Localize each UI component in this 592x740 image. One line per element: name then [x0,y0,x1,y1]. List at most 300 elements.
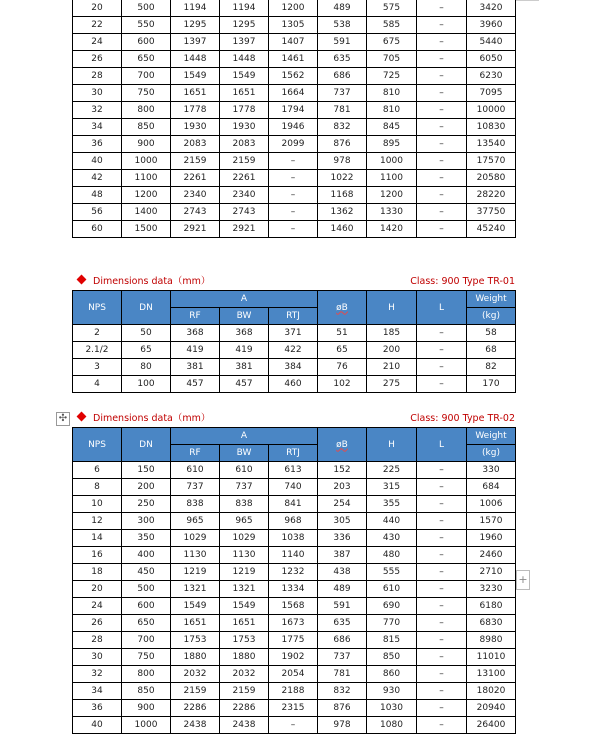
table-cell: 838 [171,496,220,513]
table-row [73,615,516,632]
table-cell: 930 [367,683,417,700]
table-cell: 1022 [318,170,367,187]
table-row [73,598,516,615]
table-cell: 700 [122,632,171,649]
table-cell: – [417,153,467,170]
table-cell: – [417,513,467,530]
table-cell: 2921 [220,221,269,238]
section-title-tr01 [78,275,515,289]
table-cell: 2460 [467,547,516,564]
table-cell: 1775 [269,632,318,649]
table-cell: 1673 [269,615,318,632]
table-cell: 610 [367,581,417,598]
table-cell: 450 [122,564,171,581]
table-cell: 1570 [467,513,516,530]
table-cell: 1664 [269,85,318,102]
table-cell: 737 [220,479,269,496]
table-cell: 37750 [467,204,516,221]
table-cell: 381 [171,359,220,376]
table-cell: – [417,564,467,581]
table-cell: 18020 [467,683,516,700]
header-a: A [171,428,318,445]
table-cell: 810 [367,102,417,119]
table-cell: 275 [367,376,417,393]
header-bw: BW [220,308,269,325]
table-cell: 26400 [467,717,516,734]
table-cell: 1500 [122,221,171,238]
table-row [73,496,516,513]
table-cell: 1880 [220,649,269,666]
dimensions-table-continued [72,0,516,238]
table-cell: 30 [73,85,122,102]
table-cell: 36 [73,136,122,153]
table-cell: 76 [318,359,367,376]
table-cell: 1219 [171,564,220,581]
table-cell: 2261 [220,170,269,187]
table-cell: 42 [73,170,122,187]
table-cell: 1029 [220,530,269,547]
table-cell: – [417,119,467,136]
table-row [73,479,516,496]
table-cell: 250 [122,496,171,513]
table-cell: – [269,170,318,187]
table-cell: 965 [220,513,269,530]
table-cell: – [417,17,467,34]
header-ob-text: øB [336,302,348,313]
header-rtj: RTJ [269,308,318,325]
table-cell: 1194 [171,0,220,17]
table-cell: 1168 [318,187,367,204]
table-cell: 8980 [467,632,516,649]
table-cell: 4 [73,376,122,393]
table-cell: 650 [122,615,171,632]
table-cell: 6830 [467,615,516,632]
table-cell: 28220 [467,187,516,204]
table-cell: 26 [73,51,122,68]
table-cell: 1362 [318,204,367,221]
table-cell: 13540 [467,136,516,153]
table-cell: 850 [122,683,171,700]
table-cell: 900 [122,136,171,153]
add-row-button[interactable]: + [516,570,530,590]
table-cell: 832 [318,119,367,136]
table-cell: 24 [73,34,122,51]
table-cell: 371 [269,325,318,342]
table-cell: 1334 [269,581,318,598]
header-dn: DN [122,291,171,325]
header-ob [318,291,367,325]
table-cell: 1562 [269,68,318,85]
table-cell: 1880 [171,649,220,666]
table-cell: 254 [318,496,367,513]
header-rf: RF [171,445,220,462]
table-cell: 737 [171,479,220,496]
table-cell: 1140 [269,547,318,564]
table-cell: 1420 [367,221,417,238]
table-cell: – [417,342,467,359]
table-cell: 5440 [467,34,516,51]
page-edge-line [515,0,539,1]
table-cell: 781 [318,666,367,683]
table-row [73,51,516,68]
table-row [73,170,516,187]
table-cell: 185 [367,325,417,342]
table-cell: 34 [73,119,122,136]
table-cell: 978 [318,717,367,734]
table-cell: 400 [122,547,171,564]
table-cell: 800 [122,102,171,119]
table-cell: 32 [73,666,122,683]
table-row [73,85,516,102]
table-cell: 705 [367,51,417,68]
table-cell: 2159 [220,153,269,170]
table-cell: 2099 [269,136,318,153]
table-cell: 876 [318,136,367,153]
table-cell: 1295 [171,17,220,34]
table-cell: – [269,204,318,221]
table-row [73,204,516,221]
table-cell: 2261 [171,170,220,187]
table-cell: 2315 [269,700,318,717]
table-cell: 1407 [269,34,318,51]
table-row [73,717,516,734]
table-cell: – [417,581,467,598]
table-cell: 750 [122,649,171,666]
table-cell: 10 [73,496,122,513]
table-cell: 315 [367,479,417,496]
table-cell: – [417,632,467,649]
table-cell: 845 [367,119,417,136]
table-row [73,17,516,34]
header-weight-unit: (kg) [467,445,516,462]
header-ob-text: øB [336,439,348,450]
header-weight: Weight [467,291,516,308]
table-cell: 22 [73,17,122,34]
table-cell: 368 [171,325,220,342]
table-cell: 48 [73,187,122,204]
table-cell: 11010 [467,649,516,666]
table-cell: 102 [318,376,367,393]
table-cell: 1330 [367,204,417,221]
header-rtj: RTJ [269,445,318,462]
table-cell: – [417,204,467,221]
table-row [73,547,516,564]
table-cell: 2032 [220,666,269,683]
table-cell: 355 [367,496,417,513]
table-cell: – [417,649,467,666]
table-cell: 440 [367,513,417,530]
table-cell: 422 [269,342,318,359]
table-cell: 800 [122,666,171,683]
table-cell: 45240 [467,221,516,238]
table-cell: – [269,153,318,170]
table-cell: 585 [367,17,417,34]
section-title-text: Dimensions data（mm） [93,276,211,287]
table-cell: 1794 [269,102,318,119]
table-cell: 1397 [171,34,220,51]
table-cell: – [417,683,467,700]
table-cell: 686 [318,632,367,649]
table-cell: 10830 [467,119,516,136]
header-nps: NPS [73,291,122,325]
table-cell: 1549 [220,598,269,615]
table-cell: 686 [318,68,367,85]
table-cell: – [417,496,467,513]
table-row [73,221,516,238]
table-cell: 2438 [220,717,269,734]
table-cell: 2340 [171,187,220,204]
table-cell: 24 [73,598,122,615]
table-cell: – [417,68,467,85]
table-cell: 700 [122,68,171,85]
table-row [73,325,516,342]
table-cell: 50 [122,325,171,342]
table-cell: 1100 [367,170,417,187]
table-cell: 1397 [220,34,269,51]
table-cell: 650 [122,51,171,68]
table-cell: 1100 [122,170,171,187]
table-row [73,68,516,85]
table-cell: 850 [367,649,417,666]
dimensions-table-tr02 [72,427,516,734]
header-l: L [417,428,467,462]
table-row [73,581,516,598]
table-cell: 2340 [220,187,269,204]
table-cell: – [417,136,467,153]
table-cell: 725 [367,68,417,85]
table-cell: – [417,717,467,734]
table-cell: – [417,598,467,615]
table-cell: 65 [318,342,367,359]
table-cell: 419 [220,342,269,359]
table-cell: 2743 [171,204,220,221]
table-cell: 26 [73,615,122,632]
table-cell: 538 [318,17,367,34]
table-cell: – [269,717,318,734]
table-move-handle-icon[interactable]: ✣ [56,412,70,426]
table-cell: 895 [367,136,417,153]
table-cell: 770 [367,615,417,632]
table-cell: 832 [318,683,367,700]
table-cell: 1295 [220,17,269,34]
table-cell: – [417,325,467,342]
table-cell: 737 [318,85,367,102]
table-cell: – [417,102,467,119]
table-cell: 32 [73,102,122,119]
table-cell: 740 [269,479,318,496]
table-row [73,649,516,666]
table-row [73,564,516,581]
table-cell: 600 [122,34,171,51]
table-cell: 100 [122,376,171,393]
table-cell: 419 [171,342,220,359]
table-cell: 28 [73,68,122,85]
table-cell: 500 [122,581,171,598]
table-cell: 610 [171,462,220,479]
table-cell: 480 [367,547,417,564]
table-cell: 1321 [171,581,220,598]
diamond-bullet-icon [77,412,87,422]
table-cell: – [417,530,467,547]
table-cell: 1946 [269,119,318,136]
table-row [73,153,516,170]
table-row [73,119,516,136]
table-cell: – [417,51,467,68]
table-cell: 20580 [467,170,516,187]
table-cell: 1930 [220,119,269,136]
table-row [73,102,516,119]
table-cell: 13100 [467,666,516,683]
header-weight: Weight [467,428,516,445]
table-cell: 1030 [367,700,417,717]
table-cell: 2743 [220,204,269,221]
table-cell: 40 [73,153,122,170]
table-cell: 690 [367,598,417,615]
table-cell: 7095 [467,85,516,102]
table-cell: 150 [122,462,171,479]
table-cell: 17570 [467,153,516,170]
table-row [73,187,516,204]
table-cell: 1194 [220,0,269,17]
table-cell: 28 [73,632,122,649]
table-cell: 1000 [367,153,417,170]
table-cell: 968 [269,513,318,530]
table-cell: 555 [367,564,417,581]
header-rf: RF [171,308,220,325]
table-cell: 1232 [269,564,318,581]
table-cell: 1000 [122,717,171,734]
table-cell: – [417,34,467,51]
table-cell: 203 [318,479,367,496]
table-cell: 737 [318,649,367,666]
header-nps: NPS [73,428,122,462]
table-cell: 781 [318,102,367,119]
table-row [73,0,516,17]
table-cell: 750 [122,85,171,102]
header-ob [318,428,367,462]
table-cell: 850 [122,119,171,136]
table-cell: – [269,187,318,204]
table-cell: 2921 [171,221,220,238]
table-cell: 978 [318,153,367,170]
table-cell: 1130 [220,547,269,564]
table-cell: 635 [318,51,367,68]
table-cell: 30 [73,649,122,666]
table-cell: 860 [367,666,417,683]
table-cell: 1461 [269,51,318,68]
table-row [73,136,516,153]
table-cell: 65 [122,342,171,359]
table-cell: 500 [122,0,171,17]
table-cell: 2083 [220,136,269,153]
table-cell: – [417,615,467,632]
table-cell: 3230 [467,581,516,598]
table-cell: 2438 [171,717,220,734]
table-cell: 675 [367,34,417,51]
table-cell: 152 [318,462,367,479]
table-cell: 2286 [220,700,269,717]
class-type-label: Class: 900 Type TR-02 [410,413,515,424]
table-cell: 550 [122,17,171,34]
table-cell: 965 [171,513,220,530]
table-cell: 1448 [171,51,220,68]
table-cell: 1200 [269,0,318,17]
table-cell: 20 [73,581,122,598]
table-cell: 457 [171,376,220,393]
table-cell: 2054 [269,666,318,683]
table-cell: 1753 [171,632,220,649]
table-cell: 2710 [467,564,516,581]
table-cell: 1321 [220,581,269,598]
table-cell: 10000 [467,102,516,119]
table-cell: 387 [318,547,367,564]
table-cell: 457 [220,376,269,393]
table-cell: 40 [73,717,122,734]
table-cell: 6180 [467,598,516,615]
header-bw: BW [220,445,269,462]
table-cell: 1219 [220,564,269,581]
table-row [73,462,516,479]
table-cell: 336 [318,530,367,547]
table-cell: 489 [318,0,367,17]
table-cell: 3960 [467,17,516,34]
table-cell: 350 [122,530,171,547]
class-type-label: Class: 900 Type TR-01 [410,276,515,287]
table-cell: 36 [73,700,122,717]
table-row [73,683,516,700]
table-row [73,342,516,359]
table-cell: 368 [220,325,269,342]
diamond-bullet-icon [77,275,87,285]
table-cell: 438 [318,564,367,581]
table-cell: 635 [318,615,367,632]
table-cell: 591 [318,598,367,615]
header-dn: DN [122,428,171,462]
table-cell: 1305 [269,17,318,34]
table-cell: 34 [73,683,122,700]
table-cell: 900 [122,700,171,717]
table-cell: 384 [269,359,318,376]
table-cell: 1549 [171,598,220,615]
table-cell: 2159 [171,683,220,700]
table-row [73,632,516,649]
table-cell: – [417,479,467,496]
table-cell: 841 [269,496,318,513]
table-cell: 815 [367,632,417,649]
table-cell: – [417,0,467,17]
table-cell: 600 [122,598,171,615]
table-cell: 330 [467,462,516,479]
table-cell: 876 [318,700,367,717]
table-cell: 1038 [269,530,318,547]
table-cell: 1778 [171,102,220,119]
table-cell: 1448 [220,51,269,68]
table-cell: 200 [122,479,171,496]
table-cell: – [417,666,467,683]
dimensions-table-tr01 [72,290,516,393]
table-cell: 1400 [122,204,171,221]
table-cell: 2 [73,325,122,342]
table-cell: – [269,221,318,238]
table-cell: – [417,221,467,238]
table-cell: 1651 [220,615,269,632]
table-cell: 82 [467,359,516,376]
table-cell: 1651 [220,85,269,102]
table-cell: 2286 [171,700,220,717]
table-row [73,530,516,547]
table-cell: 6 [73,462,122,479]
table-row [73,666,516,683]
